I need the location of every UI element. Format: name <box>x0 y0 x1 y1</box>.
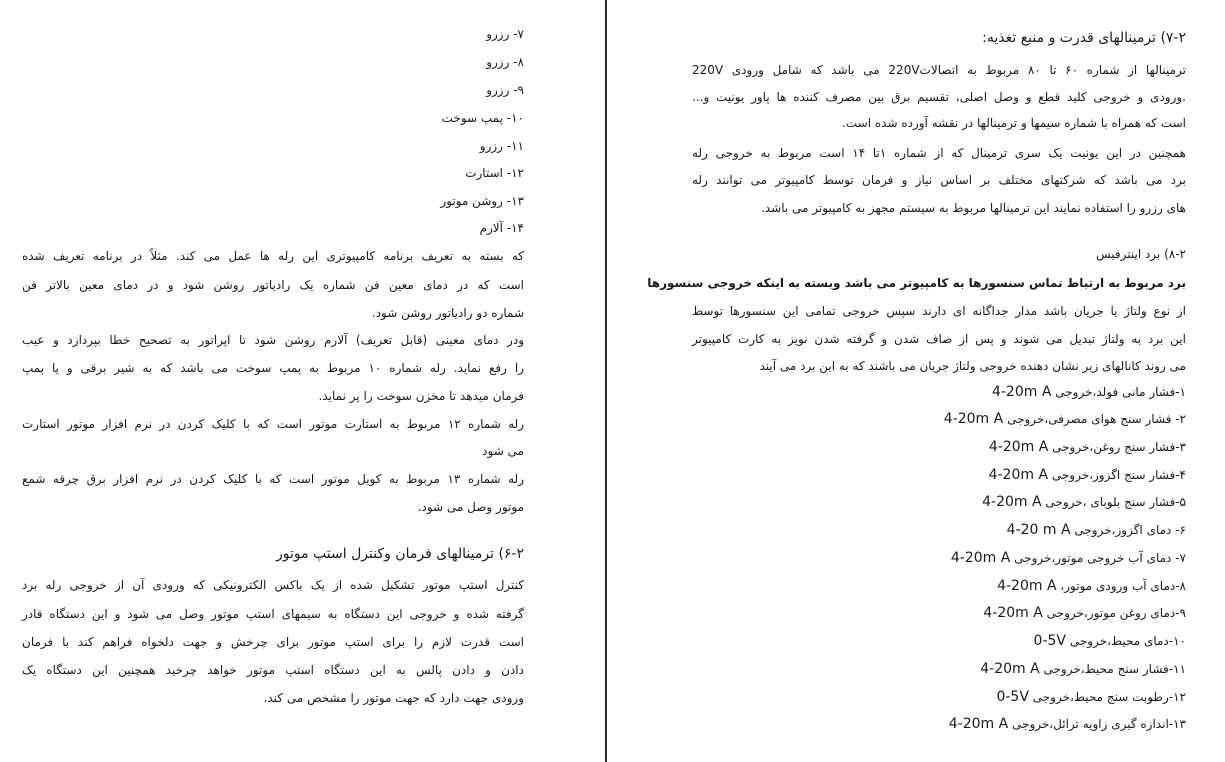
paragraph-line: شماره دو رادیاتور روشن شود. <box>371 306 524 320</box>
sensor-label: ۳-فشار سنج روغن،خروجی <box>1052 440 1186 454</box>
sensor-list-item <box>989 467 1186 483</box>
list-item: ۹- رزرو <box>486 83 524 97</box>
section-heading: ۶-۲) ترمینالهای فرمان وکنترل استپ موتور <box>275 546 524 562</box>
sensor-value: 4-20m A <box>988 439 1049 455</box>
paragraph-line: را رفع نماید. رله شماره ۱۰ مربوط به پمپ سوخت می باشد که به شیر برقی و یا پمپ <box>22 361 525 375</box>
sensor-label: ۱۳-اندازه گیری زاویه ترائل،خروجی <box>1012 717 1186 731</box>
sensor-label: ۶- دمای اگزوز،خروجی <box>1074 523 1186 537</box>
section-heading: ۷-۲) ترمینالهای قدرت و منبع تغذیه: <box>982 30 1186 46</box>
sensor-list-item <box>1034 633 1186 649</box>
paragraph-line: است که همراه با شماره سیمها و ترمینالها در نقشه آورده شده است. <box>842 116 1186 130</box>
paragraph-line: دادن و دادن پالس به این دستگاه استپ موتور خواهد چرخید همچنین این دستگاه یک <box>22 663 524 677</box>
sensor-value: 4-20m A <box>982 494 1042 510</box>
paragraph-line: این برد به ولتاژ تبدیل می شوند و پس از صاف شدن و گرفته شدن نویز به کارت کامپیوتر <box>692 332 1186 346</box>
sensor-list-item <box>996 689 1186 705</box>
sensor-label: ۹-دمای روغن موتور،خروجی <box>1046 606 1186 620</box>
list-item: ۱۰- پمپ سوخت <box>441 111 524 125</box>
paragraph-line: رله شماره ۱۳ مربوط به کویل موتور است که با کلیک کردن در نرم افزار برق چرقه شمع <box>22 472 524 486</box>
sensor-value: 4-20m A <box>950 550 1011 566</box>
sensor-label: ۵-فشار سنج بلوبای ،خروجی <box>1045 495 1186 509</box>
paragraph-line: ترمینالها از شماره ۶۰ تا ۸۰ مربوط به اتصالات220V می باشد که شامل ورودی 220V <box>692 63 1187 77</box>
sensor-list-item <box>949 716 1186 732</box>
sensor-value: 4-20m A <box>943 411 1004 427</box>
sensor-list-item <box>1007 522 1186 538</box>
section-heading: ۸-۲) برد اینترفیس <box>1095 247 1186 261</box>
sensor-label: ۲- فشار سنج هوای مصرفی،خروجی <box>1007 412 1186 426</box>
paragraph-line: موتور وصل می شود. <box>417 500 524 514</box>
sensor-list-item <box>980 661 1186 677</box>
paragraph-line: است که در دمای معین فن شماره یک رادیاتور روشن شود و در دمای معین بالاتر فن <box>22 278 524 292</box>
list-item: ۱۳- روشن موتور <box>440 194 524 208</box>
list-item: ۷- رزرو <box>486 27 524 41</box>
sensor-label: ۷- دمای آب خروجی موتور،خروجی <box>1014 551 1186 565</box>
sensor-label: ۱۰-دمای محیط،خروجی <box>1069 634 1186 648</box>
sensor-value: 4-20m A <box>991 384 1052 400</box>
sensor-label: ۸-دمای آب ورودی موتور، <box>1060 579 1186 593</box>
list-item: ۱۱- رزرو <box>479 139 524 153</box>
paragraph-line: .ورودی و خروجی کلید قطع و وصل اصلی، تقسیم برق بین مصرف کننده ها پاور یونیت و... <box>692 90 1186 104</box>
sensor-value: 4-20m A <box>983 605 1043 621</box>
sensor-list-item <box>989 439 1186 455</box>
paragraph-line: رله شماره ۱۲ مربوط به استارت موتور است که با کلیک کردن در نرم افزار موتور استارت <box>22 417 525 431</box>
sensor-list-item <box>944 411 1186 427</box>
paragraph-line: فرمان میدهد تا مخزن سوخت را پر نماید. <box>318 389 524 403</box>
sensor-list-item <box>951 550 1186 566</box>
paragraph-line: گرفته شده و خروجی این دستگاه به سیمهای استپ موتور وصل می شود و این دستگاه قادر <box>22 607 524 621</box>
sensor-list-item <box>983 605 1186 621</box>
list-item: ۱۲- استارت <box>465 166 524 180</box>
paragraph-line: می شود <box>482 444 524 458</box>
paragraph-line: ودر دمای معینی (قابل تعریف) آلارم روشن شود تا اپراتور به تصحیح خطا بپردازد و عیب <box>22 333 524 347</box>
paragraph-line: ورودی جهت دارد که جهت موتور را مشخص می کند. <box>263 691 524 705</box>
sensor-value: 0-5V <box>1033 633 1066 649</box>
sensor-list-item <box>997 578 1186 594</box>
paragraph-line: برد می باشد که شرکتهای مختلف بر اساس نیاز و فرمان توسط کامپیوتر می توانند رله <box>692 173 1186 187</box>
sensor-value: 4-20m A <box>948 716 1009 732</box>
page-divider <box>605 0 607 762</box>
paragraph-line: از نوع ولتاژ یا جریان باشد مدار جداگانه ای دارند سپس خروجی تمامی این سنسورها توسط <box>692 304 1186 318</box>
paragraph-line: کنترل استپ موتور تشکیل شده از یک باکس الکترونیکی که ورودی آن از خروجی رله برد <box>22 578 524 592</box>
list-item: ۱۴- آلارم <box>479 221 524 235</box>
sensor-value: 4-20m A <box>988 467 1049 483</box>
sensor-label: ۴-فشار سنج اگزوز،خروجی <box>1051 468 1186 482</box>
sensor-value: 4-20m A <box>980 661 1040 677</box>
sensor-value: 4-20 m A <box>1006 522 1071 538</box>
paragraph-line: می روند کانالهای زیر نشان دهنده خروجی ولتاژ جریان می باشند که به این برد می آیند <box>759 359 1186 373</box>
sensor-label: ۱۱-فشار سنج محیط،خروجی <box>1043 662 1186 676</box>
paragraph-line: که بسته به تعریف برنامه کامپیوتری این رله ها عمل می کند. مثلاً در برنامه تعریف شده <box>22 249 524 263</box>
right-page <box>647 0 1187 762</box>
sensor-value: 4-20m A <box>997 578 1057 594</box>
paragraph-line: همچنین در این یونیت یک سری ترمینال که از شماره ۱تا ۱۴ است مربوط به خروجی رله <box>692 146 1187 160</box>
sensor-list-item <box>992 384 1186 400</box>
paragraph-line: است قدرت لازم را برای استپ موتور برای چرخش و جهت دلخواه فراهم کند با فرمان <box>22 635 524 649</box>
sensor-value: 0-5V <box>996 689 1029 705</box>
paragraph-line-bold: برد مربوط به ارتباط تماس سنسورها به کامپیوتر می باشد وبسته به اینکه خروجی سنسورها <box>647 276 1186 290</box>
left-page <box>22 0 524 762</box>
paragraph-line: های رزرو را استفاده نمایند این ترمینالها مربوط به سیستم مجهز به کامپیوتر می باشد. <box>761 201 1186 215</box>
sensor-list-item <box>982 494 1186 510</box>
sensor-label: ۱-فشار مانی فولد،خروجی <box>1055 385 1186 399</box>
sensor-label: ۱۲-رطوبت سنج محیط،خروجی <box>1032 690 1186 704</box>
list-item: ۸- رزرو <box>486 55 524 69</box>
